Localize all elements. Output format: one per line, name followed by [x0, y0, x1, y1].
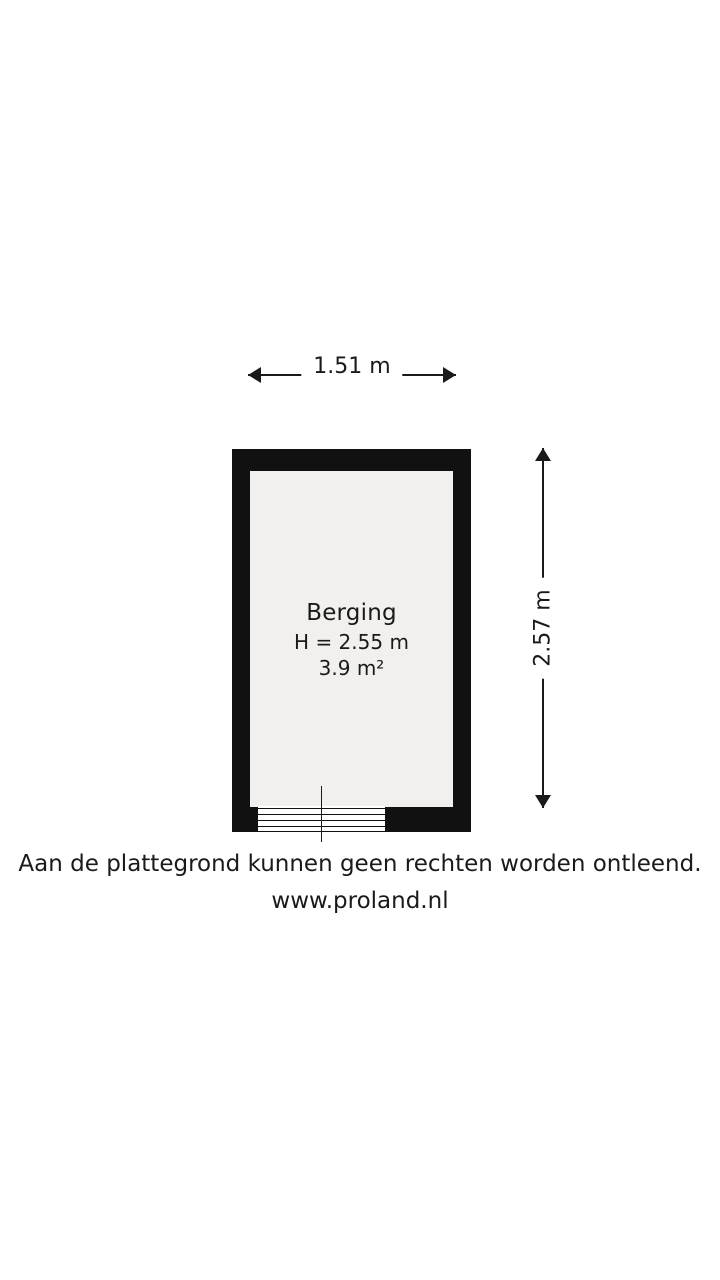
height-dimension-label: 2.57 m: [531, 577, 556, 678]
door-swing-marker: [321, 786, 322, 842]
room-area: 3.9 m²: [318, 656, 385, 681]
footer: [0, 848, 720, 919]
height-dimension: [526, 448, 560, 808]
width-dimension-label: 1.51 m: [301, 354, 402, 379]
room-ceiling-height: H = 2.55 m: [294, 629, 409, 654]
arrow-down-icon: [535, 795, 551, 808]
arrow-left-icon: [248, 367, 261, 383]
room-label-group: [250, 598, 453, 682]
width-dimension: [248, 354, 456, 392]
arrow-up-icon: [535, 448, 551, 461]
website-text: www.proland.nl: [271, 888, 449, 915]
disclaimer-text: Aan de plattegrond kunnen geen rechten worden ontleend.: [18, 851, 702, 877]
arrow-right-icon: [443, 367, 456, 383]
room-name: Berging: [306, 600, 397, 626]
